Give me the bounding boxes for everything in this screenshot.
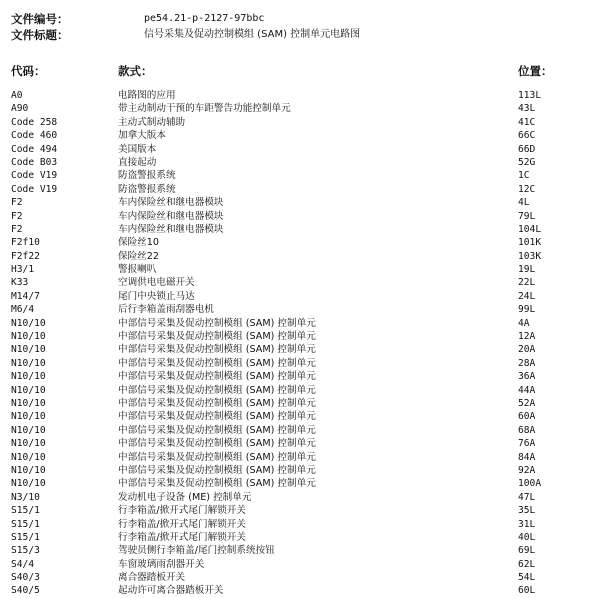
row-description: 发动机电子设备 (ME) 控制单元 xyxy=(118,491,252,503)
row-position: 28A xyxy=(518,357,536,369)
row-position: 104L xyxy=(518,223,542,235)
row-position: 43L xyxy=(518,103,536,115)
row-code: N10/10 xyxy=(11,411,46,423)
row-code: Code 258 xyxy=(11,116,58,128)
row-description: 行李箱盖/掀开式尾门解锁开关 xyxy=(118,531,246,543)
row-code: N10/10 xyxy=(11,344,46,356)
table-row xyxy=(0,384,602,397)
row-description: 车内保险丝和继电器模块 xyxy=(118,210,224,222)
table-row xyxy=(0,210,602,223)
table-row xyxy=(0,196,602,209)
table-row xyxy=(0,223,602,236)
row-code: A0 xyxy=(11,90,23,101)
table-row xyxy=(0,531,602,544)
row-code: N10/10 xyxy=(11,438,46,450)
row-code: F2 xyxy=(11,223,23,235)
row-code: N10/10 xyxy=(11,357,46,369)
row-code: A90 xyxy=(11,103,29,115)
table-row xyxy=(0,558,602,571)
table-row xyxy=(0,169,602,182)
row-position: 101K xyxy=(518,237,542,249)
row-description: 中部信号采集及促动控制模组 (SAM) 控制单元 xyxy=(118,464,316,476)
row-description: 警报喇叭 xyxy=(118,264,157,276)
table-row xyxy=(0,544,602,557)
table-row xyxy=(0,250,602,263)
row-position: 79L xyxy=(518,210,536,222)
row-position: 92A xyxy=(518,464,536,476)
row-code: N3/10 xyxy=(11,491,40,503)
row-description: 后行李箱盖雨刮器电机 xyxy=(118,304,214,316)
row-position: 84A xyxy=(518,451,536,463)
row-description: 中部信号采集及促动控制模组 (SAM) 控制单元 xyxy=(118,424,316,436)
column-header-model: 款式： xyxy=(118,64,153,78)
row-position: 54L xyxy=(518,572,536,584)
row-description: 防盗警报系统 xyxy=(118,183,176,195)
row-position: 40L xyxy=(518,531,536,543)
row-description: 中部信号采集及促动控制模组 (SAM) 控制单元 xyxy=(118,451,316,463)
row-code: S4/4 xyxy=(11,558,35,570)
component-list xyxy=(0,89,602,598)
table-row xyxy=(0,424,602,437)
row-description: 行李箱盖/掀开式尾门解锁开关 xyxy=(118,518,246,530)
row-description: 中部信号采集及促动控制模组 (SAM) 控制单元 xyxy=(118,357,316,369)
row-position: 62L xyxy=(518,558,536,570)
row-description: 离合器踏板开关 xyxy=(118,572,186,584)
row-position: 19L xyxy=(518,264,536,276)
table-row xyxy=(0,303,602,316)
table-row xyxy=(0,276,602,289)
row-description: 中部信号采集及促动控制模组 (SAM) 控制单元 xyxy=(118,344,316,356)
doc-number-value: pe54.21-p-2127-97bbc xyxy=(144,13,265,24)
row-description: 直接起动 xyxy=(118,156,157,168)
table-row xyxy=(0,89,602,102)
row-code: N10/10 xyxy=(11,331,46,343)
row-code: S15/1 xyxy=(11,531,40,543)
row-position: 41C xyxy=(518,116,536,128)
row-code: N10/10 xyxy=(11,451,46,463)
row-description: 中部信号采集及促动控制模组 (SAM) 控制单元 xyxy=(118,371,316,383)
row-position: 66C xyxy=(518,130,536,142)
row-code: N10/10 xyxy=(11,464,46,476)
table-row xyxy=(0,410,602,423)
row-position: 4A xyxy=(518,317,530,329)
row-description: 保险丝10 xyxy=(118,237,159,249)
row-code: Code B03 xyxy=(11,156,58,168)
row-code: S15/1 xyxy=(11,518,40,530)
row-code: S40/5 xyxy=(11,585,40,597)
row-position: 20A xyxy=(518,344,536,356)
table-row xyxy=(0,437,602,450)
row-code: N10/10 xyxy=(11,317,46,329)
row-position: 4L xyxy=(518,197,530,209)
table-row xyxy=(0,343,602,356)
row-code: N10/10 xyxy=(11,371,46,383)
row-position: 99L xyxy=(518,304,536,316)
row-description: 中部信号采集及促动控制模组 (SAM) 控制单元 xyxy=(118,478,316,490)
row-code: M14/7 xyxy=(11,290,40,302)
row-position: 113L xyxy=(518,90,542,101)
row-description: 中部信号采集及促动控制模组 (SAM) 控制单元 xyxy=(118,438,316,450)
row-code: N10/10 xyxy=(11,478,46,490)
row-code: H3/1 xyxy=(11,264,35,276)
table-row xyxy=(0,116,602,129)
row-position: 1C xyxy=(518,170,530,182)
row-code: S15/3 xyxy=(11,545,40,557)
row-position: 12A xyxy=(518,331,536,343)
table-row xyxy=(0,156,602,169)
column-header-code: 代码： xyxy=(11,64,46,78)
table-row xyxy=(0,290,602,303)
row-description: 电路图的应用 xyxy=(118,90,176,101)
row-description: 中部信号采集及促动控制模组 (SAM) 控制单元 xyxy=(118,384,316,396)
row-description: 保险丝22 xyxy=(118,250,159,262)
table-row xyxy=(0,464,602,477)
row-code: N10/10 xyxy=(11,384,46,396)
row-description: 中部信号采集及促动控制模组 (SAM) 控制单元 xyxy=(118,411,316,423)
row-description: 车内保险丝和继电器模块 xyxy=(118,197,224,209)
row-position: 44A xyxy=(518,384,536,396)
row-position: 35L xyxy=(518,505,536,517)
row-position: 12C xyxy=(518,183,536,195)
table-row xyxy=(0,263,602,276)
table-row xyxy=(0,477,602,490)
table-row xyxy=(0,102,602,115)
row-code: Code 494 xyxy=(11,143,58,155)
row-description: 车内保险丝和继电器模块 xyxy=(118,223,224,235)
row-position: 66D xyxy=(518,143,536,155)
doc-number-label: 文件编号： xyxy=(11,12,69,26)
row-position: 100A xyxy=(518,478,542,490)
table-row xyxy=(0,330,602,343)
table-row xyxy=(0,357,602,370)
table-row xyxy=(0,571,602,584)
row-code: N10/10 xyxy=(11,397,46,409)
row-description: 空调供电电磁开关 xyxy=(118,277,195,289)
row-position: 52G xyxy=(518,156,536,168)
row-code: Code 460 xyxy=(11,130,58,142)
row-description: 尾门中央锁止马达 xyxy=(118,290,195,302)
row-description: 车窗玻璃雨刮器开关 xyxy=(118,558,205,570)
row-position: 69L xyxy=(518,545,536,557)
row-position: 103K xyxy=(518,250,542,262)
table-row xyxy=(0,143,602,156)
table-row xyxy=(0,451,602,464)
row-position: 36A xyxy=(518,371,536,383)
row-description: 防盗警报系统 xyxy=(118,170,176,182)
row-description: 美国版本 xyxy=(118,143,157,155)
row-description: 驾驶员侧行李箱盖/尾门控制系统按钮 xyxy=(118,545,275,557)
table-row xyxy=(0,236,602,249)
column-header-position: 位置： xyxy=(518,64,553,78)
row-position: 47L xyxy=(518,491,536,503)
table-row xyxy=(0,504,602,517)
row-code: M6/4 xyxy=(11,304,35,316)
row-code: F2 xyxy=(11,197,23,209)
row-position: 60L xyxy=(518,585,536,597)
row-description: 行李箱盖/掀开式尾门解锁开关 xyxy=(118,505,246,517)
row-code: F2f22 xyxy=(11,250,40,262)
row-description: 主动式制动辅助 xyxy=(118,116,186,128)
row-position: 31L xyxy=(518,518,536,530)
table-row xyxy=(0,397,602,410)
table-row xyxy=(0,317,602,330)
row-code: Code V19 xyxy=(11,170,58,182)
row-description: 起动许可离合器踏板开关 xyxy=(118,585,224,597)
row-description: 加拿大版本 xyxy=(118,130,166,142)
table-row xyxy=(0,491,602,504)
row-position: 76A xyxy=(518,438,536,450)
row-position: 22L xyxy=(518,277,536,289)
row-code: N10/10 xyxy=(11,424,46,436)
row-code: F2f10 xyxy=(11,237,40,249)
row-position: 68A xyxy=(518,424,536,436)
row-code: S15/1 xyxy=(11,505,40,517)
row-code: S40/3 xyxy=(11,572,40,584)
row-description: 中部信号采集及促动控制模组 (SAM) 控制单元 xyxy=(118,397,316,409)
row-description: 中部信号采集及促动控制模组 (SAM) 控制单元 xyxy=(118,317,316,329)
table-row xyxy=(0,183,602,196)
row-code: Code V19 xyxy=(11,183,58,195)
row-description: 带主动制动干预的车距警告功能控制单元 xyxy=(118,103,291,115)
table-row xyxy=(0,518,602,531)
table-row xyxy=(0,129,602,142)
table-row xyxy=(0,370,602,383)
row-position: 60A xyxy=(518,411,536,423)
doc-title-label: 文件标题： xyxy=(11,28,69,42)
row-description: 中部信号采集及促动控制模组 (SAM) 控制单元 xyxy=(118,331,316,343)
row-code: K33 xyxy=(11,277,29,289)
doc-title-value: 信号采集及促动控制模组 (SAM) 控制单元电路图 xyxy=(144,29,361,40)
row-position: 24L xyxy=(518,290,536,302)
row-code: F2 xyxy=(11,210,23,222)
row-position: 52A xyxy=(518,397,536,409)
